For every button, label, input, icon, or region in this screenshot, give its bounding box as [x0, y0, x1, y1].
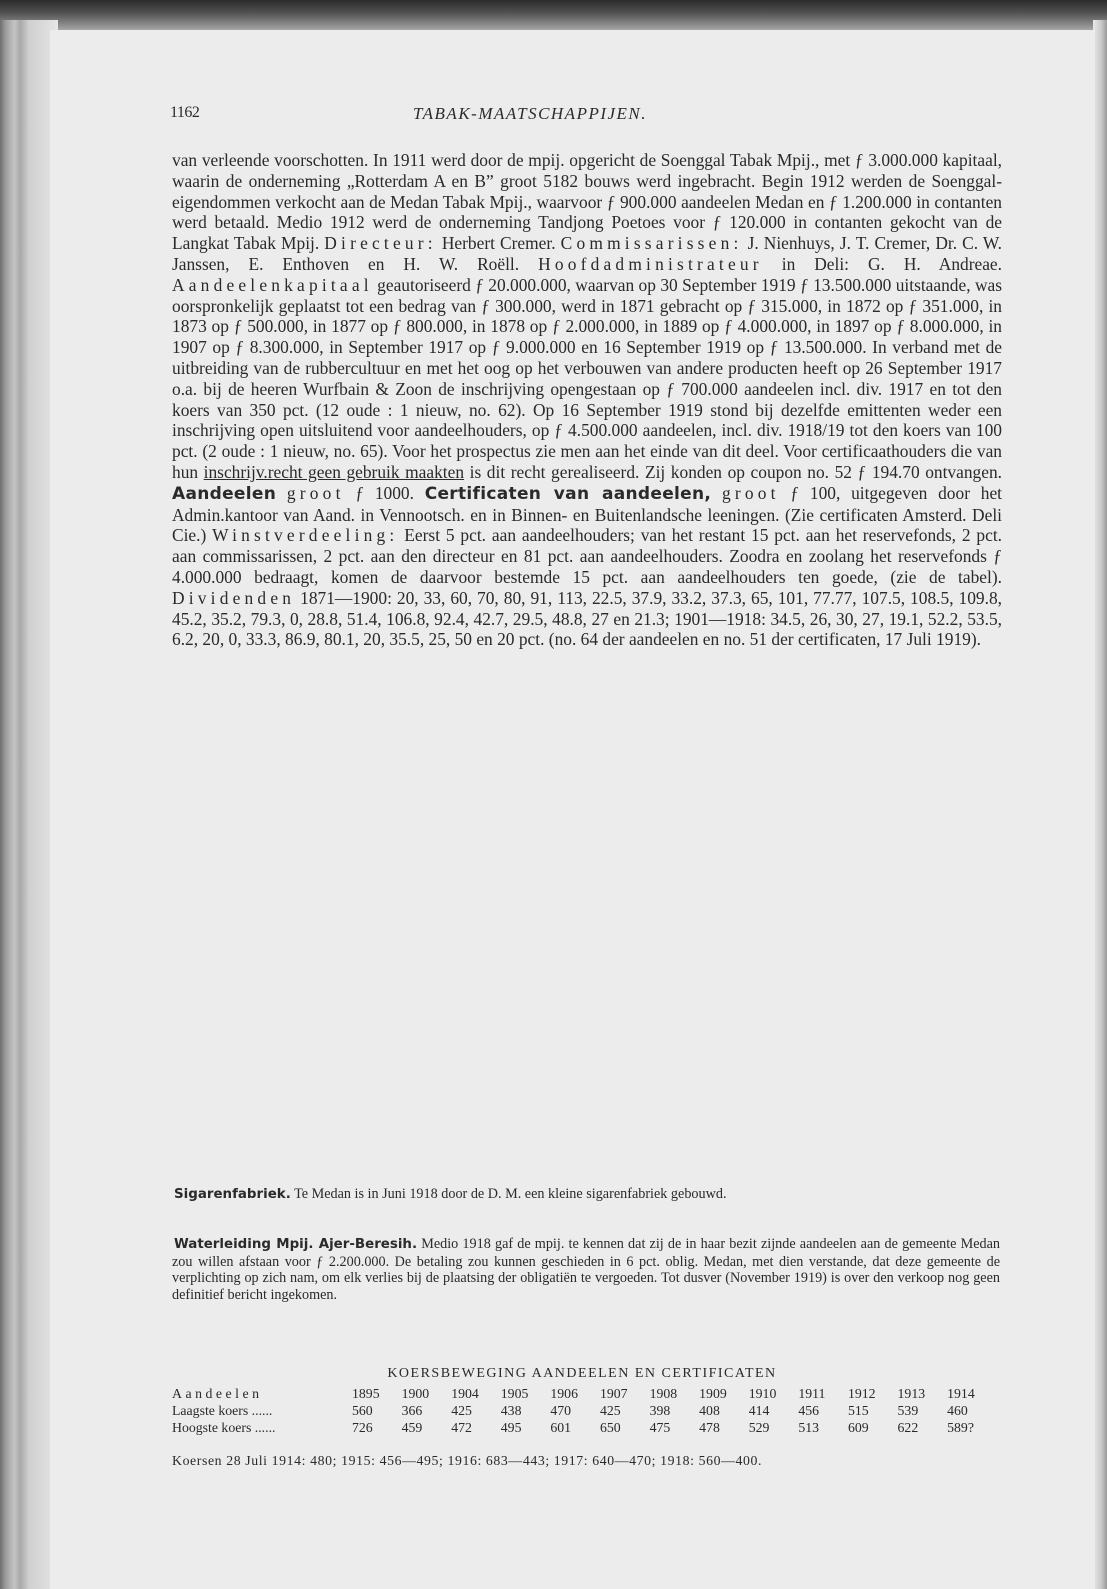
scan-right-edge — [1093, 20, 1107, 1589]
table-header-row: Aandeelen 1895 1900 1904 1905 1906 1907 1908 1909 1910 1911 1912 1913 1914 — [172, 1386, 975, 1401]
certificaten-heading: Certificaten van aandeelen, — [424, 483, 712, 504]
dividenden-label: Dividenden — [172, 587, 296, 608]
page-header — [170, 104, 1000, 128]
price-table — [172, 1385, 997, 1436]
section-heading: Waterleiding Mpij. Ajer-Beresih. — [174, 1237, 418, 1252]
section-sigarenfabriek: Sigarenfabriek. Te Medan is in Juni 1918 door de D. M. een kleine sigarenfabriek gebouwd. — [174, 1186, 727, 1202]
koersen-line: Koersen 28 Juli 1914: 480; 1915: 456—495; 1916: 683—443; 1917: 640—470; 1918: 560—400. — [172, 1453, 763, 1468]
table-row: Hoogste koers ...... 726 459 472 495 601 650 475 478 529 513 609 622 589? — [172, 1420, 974, 1435]
running-title: TABAK-MAATSCHAPPIJEN. — [412, 104, 648, 123]
winst-label: Winstverdeeling: — [212, 525, 399, 546]
main-body — [172, 150, 1002, 650]
main-paragraph: van verleende voorschotten. In 1911 werd door de mpij. opgericht de Soenggal Tabak Mpij., met ƒ 3.000.000 kapitaal, waarin de onderneming „Rotterdam A en B” groot 5182 bouws werd ingebracht. Begin 1912 werden de Soenggal-eigendommen verkocht aan de Medan Tabak Mpij., waarvoor ƒ 900.000 aandeelen Medan en ƒ 1.200.000 in contanten werd betaald. Medio 1912 werd de onderneming Tandjong Poetoes voor ƒ 120.000 in contanten gekocht van de Langkat Tabak Mpij. Directeur: Herbert Cremer. Commissarissen: J. Nienhuys, J. T. Cremer, Dr. C. W. Janssen, E. Enthoven en H. W. Roëll. Hoofdadministrateur in Deli: G. H. Andreae. Aandeelenkapitaal geautoriseerd ƒ 20.000.000, waarvan op 30 September 1919 ƒ 13.500.000 uitstaande, was oorspronkelijk geplaatst tot een bedrag van ƒ 300.000, werd in 1871 gebracht op ƒ 315.000, in 1872 op ƒ 351.000, in 1873 op ƒ 500.000, in 1877 op ƒ 800.000, in 1878 op ƒ 2.000.000, in 1889 op ƒ 4.000.000, in 1897 op ƒ 8.000.000, in 1907 op ƒ 8.300.000, in September 1917 op ƒ 9.000.000 en 16 September 1919 op ƒ 13.500.000. In verband met de uitbreiding van de rubbercultuur en met het oog op het verbouwen van andere producten heeft op 26 September 1917 o.a. bij de heeren Wurfbain & Zoon de inschrijving opengestaan op ƒ 700.000 aandeelen incl. div. 1917 en tot den koers van 350 pct. (12 oude : 1 nieuw, no. 62). Op 16 September 1919 stond bij dezelfde emittenten weder een inschrijving open uitsluitend voor aandeelhouders, op ƒ 4.500.000 aandeelen, incl. div. 1918/19 tot den koers van 100 pct. (2 oude : 1 nieuw, no. 65). Voor het prospectus zie men aan het einde van dit deel. Voor certificaathouders die van hun inschrijv.recht geen gebruik maakten is dit recht gerealiseerd. Zij konden op coupon no. 52 ƒ 194.70 ontvangen. Aandeelen groot ƒ 1000. Certificaten van aandeelen, groot ƒ 100, uitgegeven door het Admin.kantoor van Aand. in Vennootsch. en in Binnen- en Buitenlandsche leeningen. (Zie certificaten Amsterd. Deli Cie.) Winstverdeeling: Eerst 5 pct. aan aandeelhouders; van het restant 15 pct. aan het reservefonds, 2 pct. aan commissarissen, 2 pct. aan den directeur en 81 pct. aan aandeelhouders. Zoodra en zoolang het reservefonds ƒ 4.000.000 bedraagt, komen de daarvoor bestemde 15 pct. aan aandeelhouders ten goede, (zie de tabel). Dividenden 1871—1900: 20, 33, 60, 70, 80, 91, 113, 22.5, 37.9, 33.2, 37.3, 65, 101, 77.77, 107.5, 108.5, 109.8, 45.2, 35.2, 79.3, 0, 28.8, 51.4, 106.8, 92.4, 42.7, 29.5, 48.8, 27 en 21.3; 1901—1918: 34.5, 26, 30, 27, 19.1, 52.2, 53.5, 6.2, 20, 0, 33.3, 86.9, 80.1, 20, 35.5, 25, 50 en 20 pct. (no. 64 der aandeelen en no. 51 der certificaten, 17 Juli 1919). — [172, 150, 1003, 650]
section-waterleiding: Waterleiding Mpij. Ajer-Beresih. Medio 1918 gaf de mpij. te kennen dat zij de in haar bezit zijnde aandeelen aan de gemeente Medan zou willen afstaan voor ƒ 2.200.000. De betaling zou kunnen geschieden in 6 pct. oblig. Medan, met dien verstande, dat deze gemeente de verplichting op zich nam, om elk verlies bij de plaatsing der obligatiën te vergoeden. Tot dusver (November 1919) is over den verkoop nog geen definitief bericht ingekomen. — [172, 1236, 1000, 1303]
page-number: 1162 — [170, 104, 200, 121]
hoofdadmin-label: Hoofdadministrateur — [538, 253, 763, 274]
kapitaal-label: Aandeelenkapitaal — [172, 274, 373, 295]
table-row: Laagste koers ...... 560 366 425 438 470 425 398 408 414 456 515 539 460 — [172, 1403, 968, 1418]
section-heading: Sigarenfabriek. — [174, 1187, 291, 1202]
commissarissen-label: Commissarissen: — [560, 233, 743, 254]
aandeelen-heading: Aandeelen — [172, 483, 277, 504]
scan-top-edge — [0, 0, 1107, 34]
table-title: KOERSBEWEGING AANDEELEN EN CERTIFICATEN — [387, 1366, 777, 1381]
directeur-label: Directeur: — [324, 233, 437, 254]
underlined-phrase: inschrijv.recht geen gebruik maakten — [203, 461, 465, 482]
